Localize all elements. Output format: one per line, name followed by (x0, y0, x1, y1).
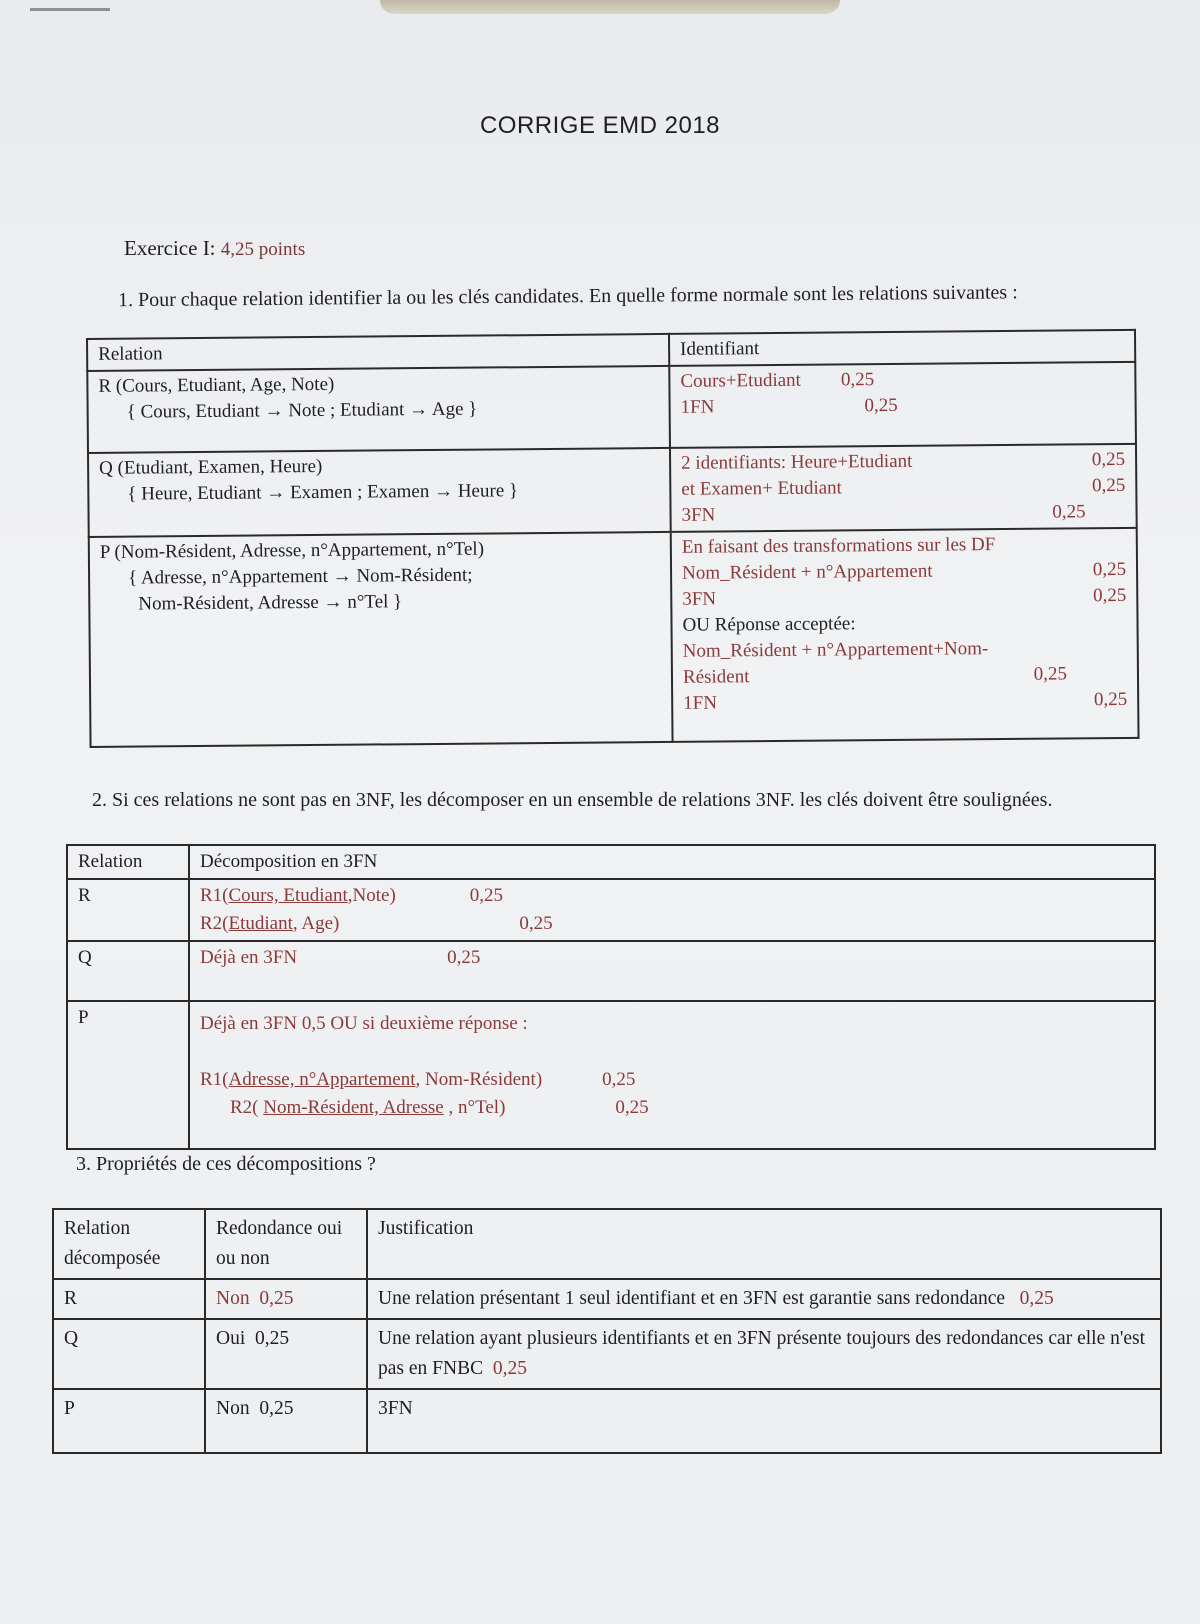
pts: 0,25 (259, 1398, 294, 1419)
pts: 0,25 (1092, 584, 1127, 607)
corner-mark (30, 8, 110, 11)
pts: 0,25 (259, 1288, 294, 1309)
question-2: 2. Si ces relations ne sont pas en 3NF, les décomposer en un ensemble de relations 3NF. les clés doivent être soulignées. (92, 789, 1053, 811)
r1-prefix: R1( (200, 1069, 229, 1090)
redondance-value: Oui (216, 1328, 246, 1349)
r2-prefix: R2( (230, 1097, 264, 1118)
rel-name: P (53, 1389, 205, 1453)
rel-name: P (67, 1001, 189, 1149)
relation-r: R (Cours, Etudiant, Age, Note) (98, 373, 335, 397)
rel-name: R (53, 1279, 205, 1319)
pts: 0,25 (1091, 474, 1126, 497)
table-decomposition (66, 844, 1156, 1150)
r2-suffix: , n°Tel) (443, 1097, 506, 1118)
r1-suffix: , Nom-Résident) (415, 1069, 543, 1090)
r1-prefix: R1( (200, 885, 229, 906)
r2-suffix: , Age) (292, 913, 340, 934)
table-keys (86, 329, 1140, 748)
exercise-label: Exercice I: (124, 236, 216, 260)
question-3: 3. Propriétés de ces décompositions ? (76, 1153, 376, 1175)
pts: 0,25 (1093, 688, 1128, 711)
rel-name: R (67, 879, 189, 941)
relation-p-df1: { Adresse, n°Appartement → Nom-Résident; (128, 564, 473, 589)
pts: 0,25 (1052, 501, 1086, 523)
header-decomposition: Décomposition en 3FN (189, 845, 1155, 879)
relation-q-df: { Heure, Etudiant → Examen ; Examen → Heure } (127, 480, 519, 505)
pts: 0,25 (1033, 663, 1068, 685)
header-relation: Relation (87, 334, 669, 371)
page-title: CORRIGE EMD 2018 (479, 112, 721, 139)
justification: Une relation ayant plusieurs identifiants et en 3FN présente toujours des redondances car elle n'est pas en FNBC (378, 1328, 1146, 1379)
table-properties (52, 1208, 1162, 1454)
p-line-6: Résident (682, 666, 750, 688)
pts: 0,25 (615, 1097, 649, 1118)
header-relation: Relation (67, 845, 189, 879)
table-row (67, 1001, 1155, 1149)
rel-name: Q (53, 1319, 205, 1389)
p-line-1: En faisant des transformations sur les DF (681, 534, 996, 558)
q-text: Déjà en 3FN (200, 947, 298, 968)
justification: Une relation présentant 1 seul identifiant et en 3FN est garantie sans redondance (378, 1288, 1006, 1309)
r1-key: Adresse, n°Appartement (228, 1069, 416, 1090)
pts: 0,25 (469, 885, 504, 906)
redondance-value: Non (216, 1288, 250, 1309)
table-row (89, 528, 1139, 747)
table-row (53, 1389, 1161, 1453)
rel-name: Q (67, 941, 189, 1001)
header-redondance: Redondance oui ou non (205, 1209, 367, 1279)
question-1: 1. Pour chaque relation identifier la ou les clés candidates. En quelle forme normale sont les relations suivantes : (117, 281, 1018, 312)
p-line-3: 3FN (682, 588, 717, 610)
pts: 0,25 (602, 1069, 636, 1090)
relation-p-df2: Nom-Résident, Adresse → n°Tel } (138, 591, 403, 615)
redondance-value: Non (216, 1398, 250, 1419)
header-justification: Justification (367, 1209, 1161, 1279)
r1-key: Cours, Etudiant (228, 885, 348, 906)
pts: 0,25 (519, 913, 553, 934)
pts: 0,25 (1019, 1288, 1054, 1309)
p-line-2: Nom_Résident + n°Appartement (681, 560, 933, 584)
paper-edge (380, 0, 840, 14)
table-row (67, 941, 1155, 1001)
p-line1: Déjà en 3FN 0,5 OU si deuxième réponse : (200, 1013, 528, 1034)
table-row (87, 362, 1136, 453)
p-line-7: 1FN (683, 692, 718, 714)
relation-p: P (Nom-Résident, Adresse, n°Appartement, n°Tel) (99, 538, 485, 563)
id-q-2: et Examen+ Etudiant (681, 477, 842, 500)
id-r-2: 1FN (680, 396, 715, 418)
pts: 0,25 (1091, 448, 1126, 471)
pts: 0,25 (864, 394, 898, 417)
r1-suffix: ,Note) (347, 885, 396, 906)
exercise-points: 4,25 points (220, 239, 306, 260)
header-identifiant: Identifiant (669, 330, 1135, 366)
p-line-5: Nom_Résident + n°Appartement+Nom- (682, 638, 989, 662)
pts: 0,25 (1092, 558, 1127, 581)
id-q-3: 3FN (681, 504, 716, 526)
table-row (67, 879, 1155, 941)
relation-q: Q (Etudiant, Examen, Heure) (99, 455, 323, 479)
justification: 3FN (378, 1398, 413, 1419)
table-row (53, 1279, 1161, 1319)
relation-r-df: { Cours, Etudiant → Note ; Etudiant → Age } (126, 398, 478, 423)
table-row (88, 444, 1137, 537)
r2-prefix: R2( (200, 913, 229, 934)
table-row (53, 1319, 1161, 1389)
r2-key: Nom-Résident, Adresse (263, 1097, 444, 1118)
exercise-title (124, 236, 305, 261)
pts: 0,25 (840, 369, 875, 391)
r2-key: Etudiant (228, 913, 293, 934)
pts: 0,25 (255, 1328, 290, 1349)
id-q-1: 2 identifiants: Heure+Etudiant (681, 450, 913, 474)
header-relation-decomposee: Relation décomposée (53, 1209, 205, 1279)
id-r-1: Cours+Etudiant (680, 369, 801, 392)
p-line-4: OU Réponse acceptée: (682, 613, 856, 636)
pts: 0,25 (492, 1358, 527, 1379)
pts: 0,25 (447, 947, 481, 968)
